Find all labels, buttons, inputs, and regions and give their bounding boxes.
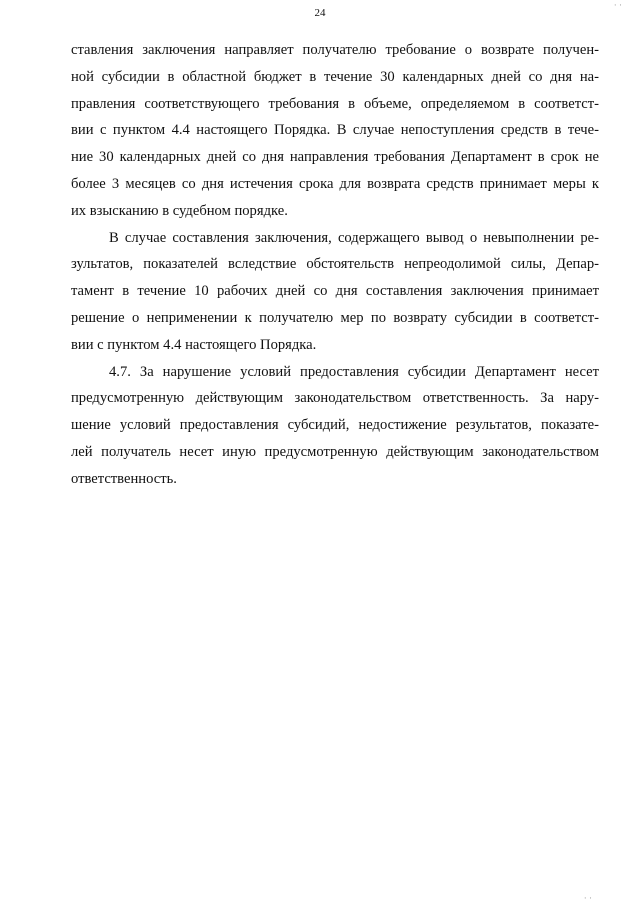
paragraph-line: зультатов, показателей вследствие обстоятельств непреодолимой силы, Депар- (71, 256, 599, 273)
paragraph-line: тамент в течение 10 рабочих дней со дня составления заключения принимает (71, 283, 599, 300)
paragraph-line: предусмотренную действующим законодательством ответственность. За нару- (71, 390, 599, 407)
paragraph-line: решение о неприменении к получателю мер по возврату субсидии в соответст- (71, 309, 599, 326)
paragraph-1 (71, 37, 599, 225)
paragraph-line: 4.7. За нарушение условий предоставления субсидии Департамент несет (109, 363, 599, 380)
page-number: 24 (314, 7, 326, 19)
document-body (71, 37, 599, 493)
paragraph-line: вии с пунктом 4.4 настоящего Порядка. В случае непоступления средств в тече- (71, 122, 599, 139)
paragraph-line: ной субсидии в областной бюджет в течение 30 календарных дней со дня на- (71, 68, 599, 85)
paragraph-line: лей получатель несет иную предусмотренную действующим законодательством (71, 443, 599, 460)
paragraph-3 (71, 359, 599, 493)
paragraph-line: шение условий предоставления субсидий, недостижение результатов, показате- (71, 417, 599, 434)
scan-artifact-top: · · (613, 0, 622, 10)
paragraph-2 (71, 225, 599, 359)
paragraph-line: ответственность. (71, 470, 177, 487)
paragraph-line: ние 30 календарных дней со дня направления требования Департамент в срок не (71, 149, 599, 166)
paragraph-line: правления соответствующего требования в объеме, определяемом в соответст- (71, 95, 599, 112)
paragraph-line: вии с пунктом 4.4 настоящего Порядка. (71, 336, 317, 353)
paragraph-line: В случае составления заключения, содержащего вывод о невыполнении ре- (109, 229, 599, 246)
paragraph-line: их взысканию в судебном порядке. (71, 202, 288, 219)
scan-artifact-bottom: · · (583, 893, 592, 903)
paragraph-line: ставления заключения направляет получателю требование о возврате получен- (71, 42, 599, 58)
paragraph-line: более 3 месяцев со дня истечения срока для возврата средств принимает меры к (71, 175, 599, 192)
